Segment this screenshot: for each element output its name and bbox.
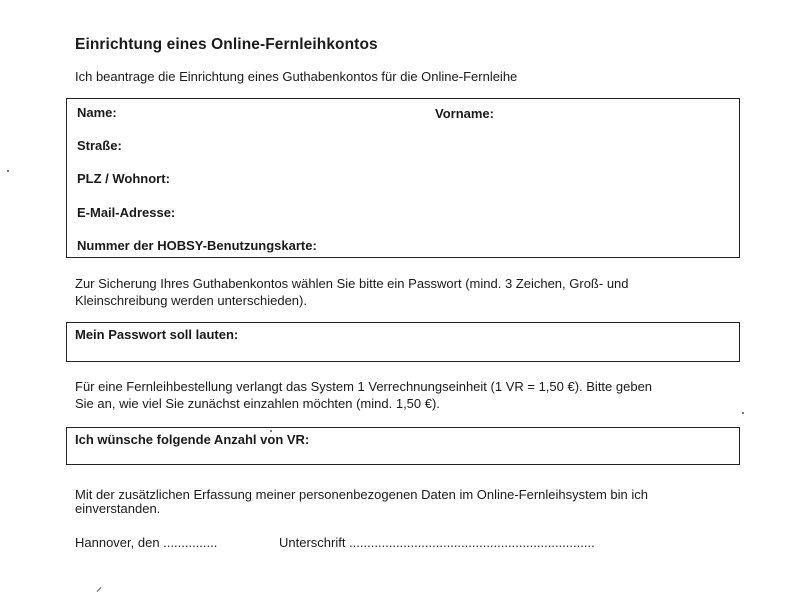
password-label: Mein Passwort soll lauten: <box>75 327 239 342</box>
vr-info-line2: Sie an, wie viel Sie zunächst einzahlen möchten (mind. 1,50 €). <box>75 396 440 411</box>
password-box[interactable] <box>66 322 740 362</box>
consent-line1: Mit der zusätzlichen Erfassung meiner personenbezogenen Daten im Online-Fernleihsystem bin ich <box>75 487 649 502</box>
personal-data-box <box>66 98 740 258</box>
place-date-line[interactable]: Hannover, den ............... <box>75 535 218 550</box>
scan-speck <box>270 430 272 432</box>
scan-mark <box>97 587 102 592</box>
intro-text: Ich beantrage die Einrichtung eines Guthabenkontos für die Online-Fernleihe <box>75 69 518 84</box>
name-field[interactable]: Name: <box>77 105 117 120</box>
vr-amount-label: Ich wünsche folgende Anzahl von VR: <box>75 432 310 447</box>
plz-wohnort-field[interactable]: PLZ / Wohnort: <box>77 171 170 186</box>
consent-line2: einverstanden. <box>75 501 161 516</box>
signature-line[interactable]: Unterschrift .................................................................... <box>279 535 595 550</box>
email-field[interactable]: E-Mail-Adresse: <box>77 205 176 220</box>
scan-speck <box>7 170 9 172</box>
vr-info-line1: Für eine Fernleihbestellung verlangt das System 1 Verrechnungseinheit (1 VR = 1,50 €). Bitte geben <box>75 379 653 394</box>
password-info-line1: Zur Sicherung Ihres Guthabenkontos wählen Sie bitte ein Passwort (mind. 3 Zeichen, Groß- und <box>75 276 629 291</box>
scan-speck <box>742 412 744 414</box>
vr-amount-box[interactable] <box>66 427 740 465</box>
vorname-field[interactable]: Vorname: <box>435 106 494 121</box>
password-info-line2: Kleinschreibung werden unterschieden). <box>75 293 307 308</box>
form-title: Einrichtung eines Online-Fernleihkontos <box>75 36 378 53</box>
strasse-field[interactable]: Straße: <box>77 138 122 153</box>
card-number-field[interactable]: Nummer der HOBSY-Benutzungskarte: <box>77 238 317 253</box>
